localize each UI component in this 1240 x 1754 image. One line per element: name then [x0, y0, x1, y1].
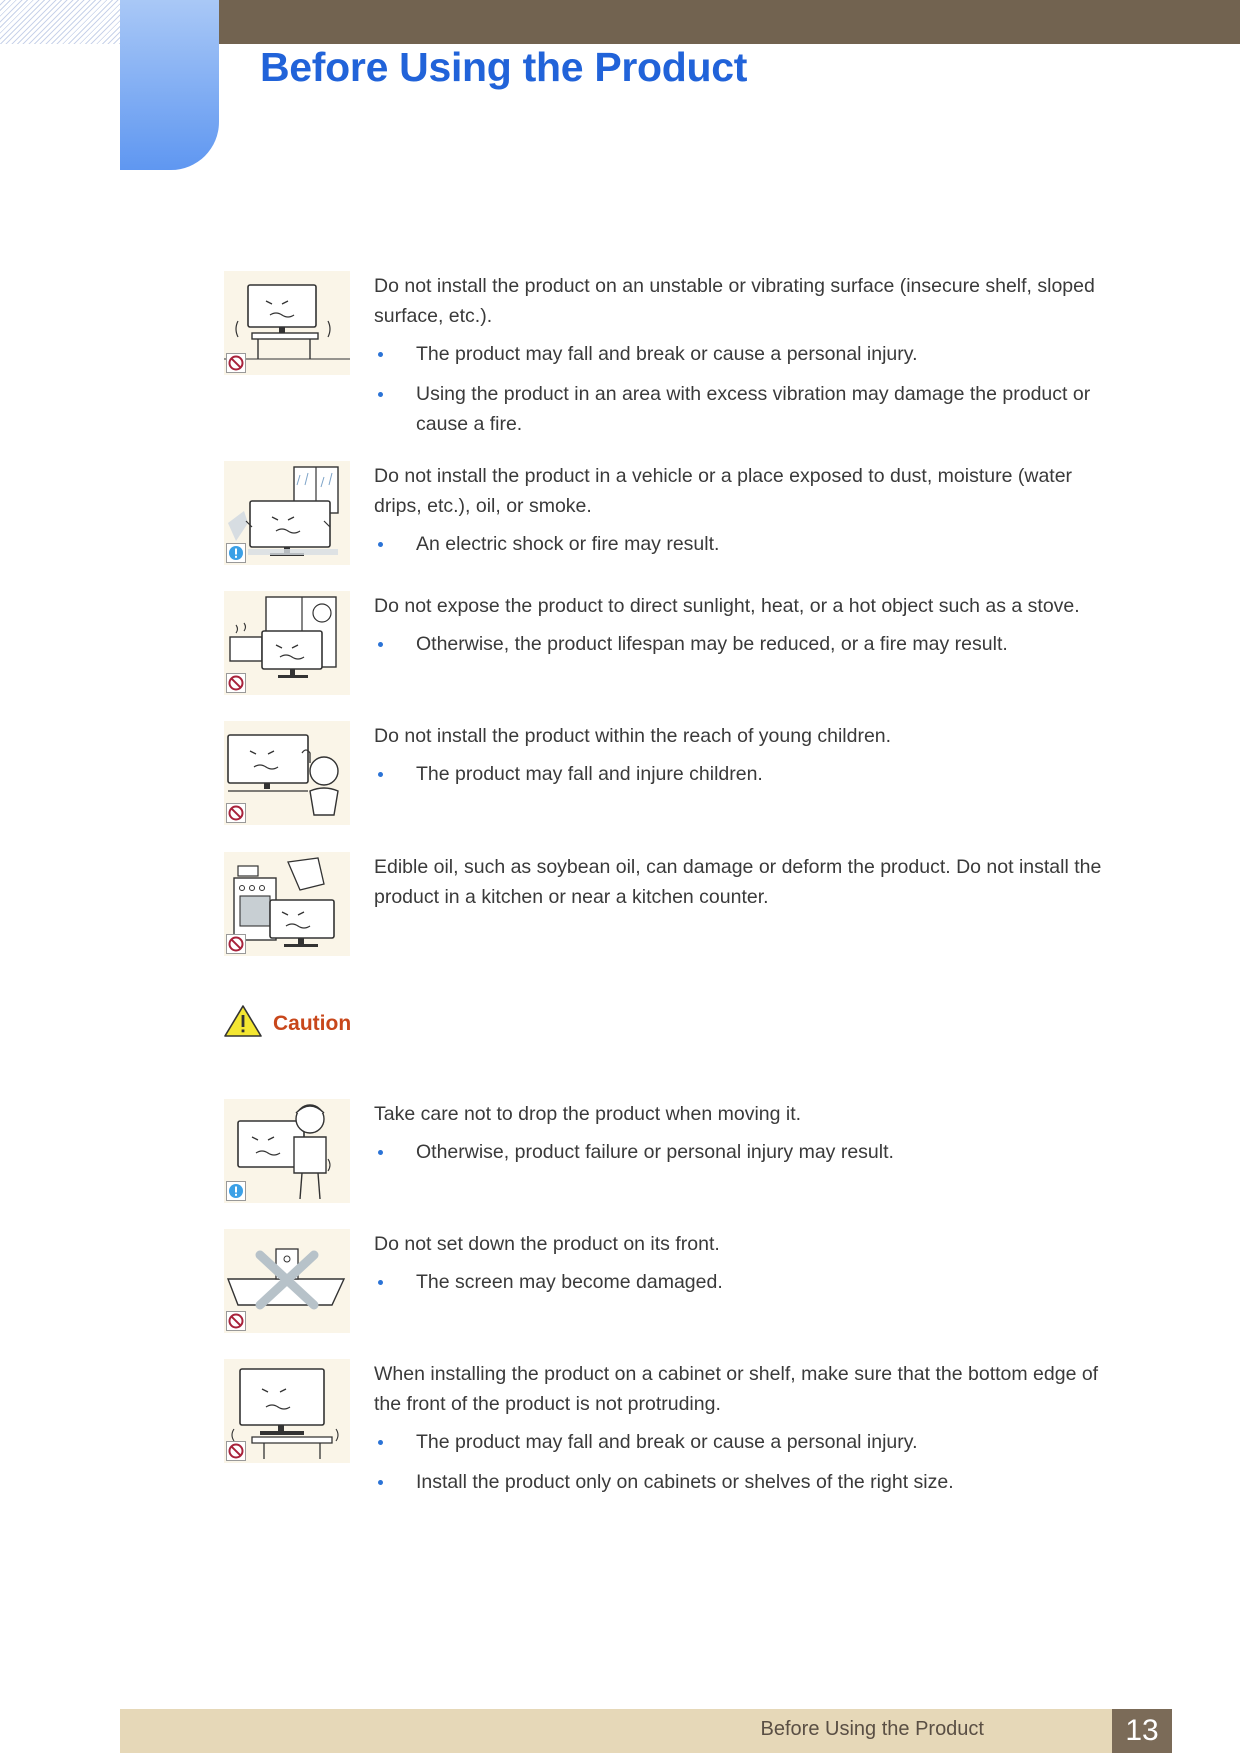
- footer-bar: [120, 1709, 1112, 1753]
- header-bar: [219, 0, 1240, 44]
- header-blue-tab: [120, 0, 219, 170]
- safety-text: Take care not to drop the product when moving it.: [374, 1103, 802, 1125]
- bullet-icon: [378, 772, 383, 777]
- info-icon: [226, 1181, 246, 1201]
- bullet-item: Using the product in an area with excess vibration may damage the product or cause a fire.: [374, 379, 1124, 439]
- safety-text: Do not set down the product on its front.: [374, 1233, 720, 1255]
- bullet-icon: [378, 352, 383, 357]
- illustration-edible-oil: [224, 852, 350, 956]
- prohibited-icon: [226, 803, 246, 823]
- bullet-item: The product may fall and injure children.: [374, 759, 1124, 789]
- prohibited-icon: [226, 673, 246, 693]
- prohibited-icon: [226, 353, 246, 373]
- prohibited-icon: [226, 934, 246, 954]
- prohibited-icon: [226, 1441, 246, 1461]
- illustration-dust-moisture: [224, 461, 350, 565]
- illustration-moving-product: [224, 1099, 350, 1203]
- caution-label: Caution: [273, 1012, 352, 1035]
- bullet-icon: [378, 642, 383, 647]
- bullet-icon: [378, 1480, 383, 1485]
- safety-text: Do not expose the product to direct sunlight, heat, or a hot object such as a stove.: [374, 595, 1080, 617]
- safety-text: Edible oil, such as soybean oil, can damage or deform the product. Do not install the product in a kitchen or near a kitchen counter.: [374, 856, 1102, 908]
- warning-triangle-icon: [223, 1004, 263, 1038]
- prohibited-icon: [226, 1311, 246, 1331]
- bullet-icon: [378, 542, 383, 547]
- illustration-sunlight-heat: [224, 591, 350, 695]
- bullet-item: An electric shock or fire may result.: [374, 529, 1124, 559]
- illustration-front-down: [224, 1229, 350, 1333]
- illustration-cabinet-edge: [224, 1359, 350, 1463]
- safety-text: When installing the product on a cabinet or shelf, make sure that the bottom edge of the front of the product is not protruding.: [374, 1363, 1099, 1415]
- info-icon: [226, 543, 246, 563]
- illustration-children: [224, 721, 350, 825]
- bullet-item: The screen may become damaged.: [374, 1267, 1124, 1297]
- safety-text: Do not install the product in a vehicle or a place exposed to dust, moisture (water drips, etc.), oil, or smoke.: [374, 465, 1073, 517]
- page-number: 13: [1112, 1709, 1172, 1753]
- page-title: Before Using the Product: [260, 44, 748, 90]
- bullet-icon: [378, 1150, 383, 1155]
- safety-text: Do not install the product within the reach of young children.: [374, 725, 892, 747]
- bullet-item: The product may fall and break or cause a personal injury.: [374, 339, 1124, 369]
- header-hatch-pattern: [0, 0, 120, 44]
- bullet-item: Otherwise, product failure or personal injury may result.: [374, 1137, 1124, 1167]
- illustration-unstable-surface: [224, 271, 350, 375]
- safety-text: Do not install the product on an unstable or vibrating surface (insecure shelf, sloped surface, etc.).: [374, 275, 1095, 327]
- bullet-icon: [378, 1280, 383, 1285]
- bullet-item: The product may fall and break or cause a personal injury.: [374, 1427, 1124, 1457]
- footer-section-title: Before Using the Product: [760, 1718, 984, 1740]
- bullet-item: Otherwise, the product lifespan may be reduced, or a fire may result.: [374, 629, 1124, 659]
- bullet-item: Install the product only on cabinets or shelves of the right size.: [374, 1467, 1124, 1497]
- caution-heading: [223, 1004, 352, 1040]
- bullet-icon: [378, 1440, 383, 1445]
- bullet-icon: [378, 392, 383, 397]
